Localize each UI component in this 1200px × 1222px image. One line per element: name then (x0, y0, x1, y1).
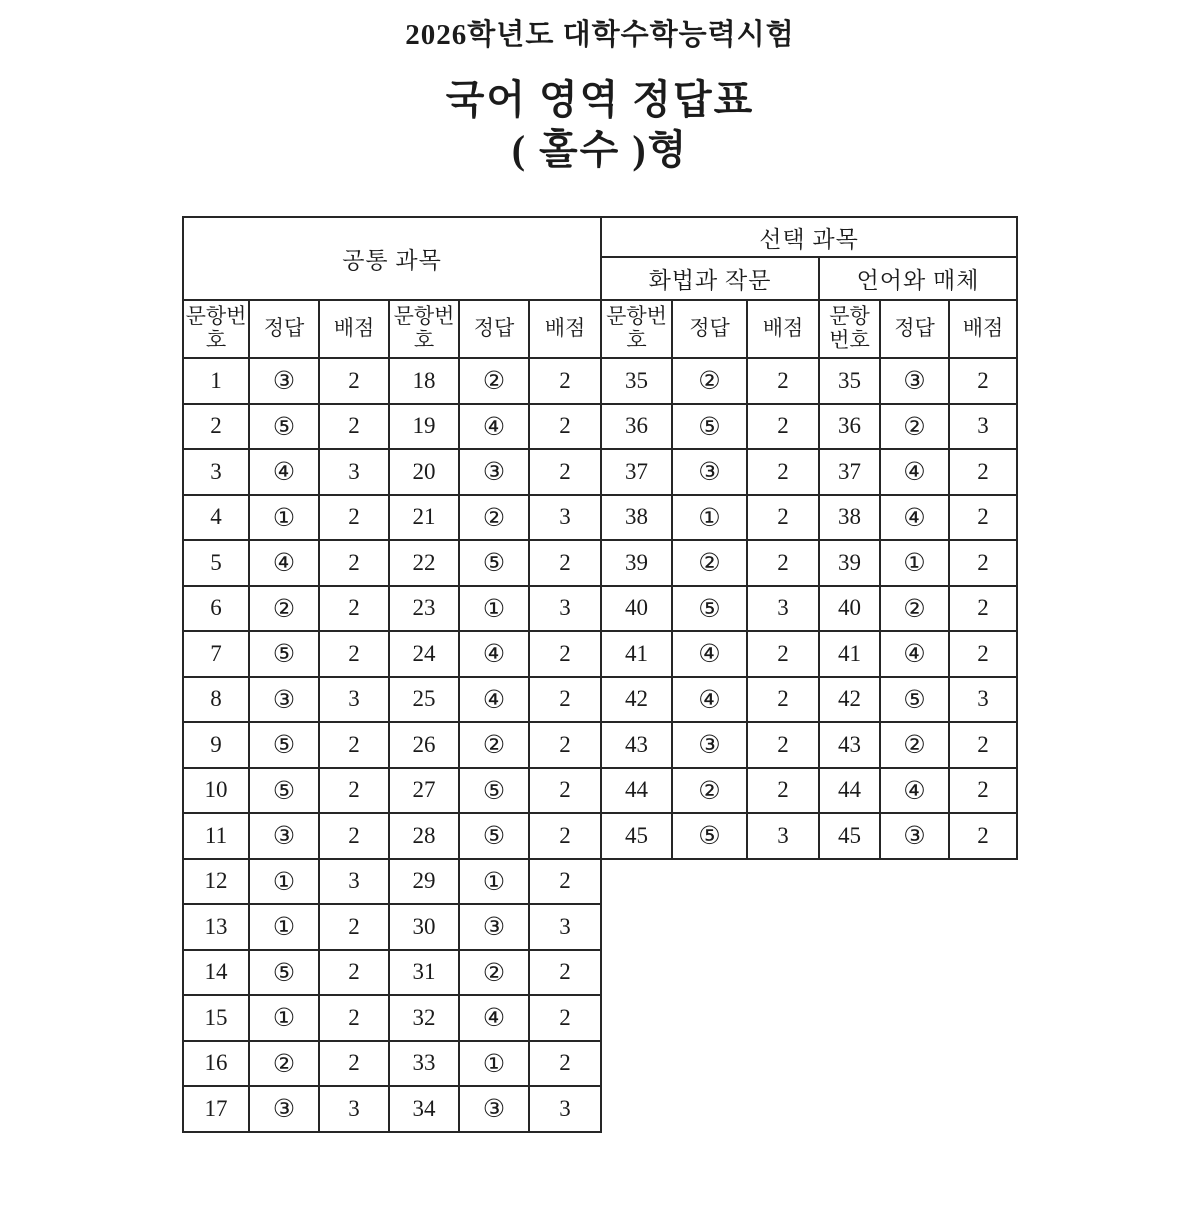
answer-table-row (183, 995, 1017, 1041)
points-cell: 2 (319, 1041, 389, 1087)
question-number-cell: 43 (601, 722, 672, 768)
subject-speech-writing-header: 화법과 작문 (601, 257, 819, 300)
points-cell: 2 (319, 586, 389, 632)
exam-title: 2026학년도 대학수학능력시험 (405, 19, 795, 51)
answer-cell: ⑤ (249, 631, 319, 677)
answer-cell: ⑤ (249, 722, 319, 768)
answer-cell: ① (880, 540, 949, 586)
question-number-cell: 13 (183, 904, 249, 950)
question-number-cell: 37 (819, 449, 880, 495)
question-number-cell: 36 (601, 404, 672, 450)
question-number-cell: 38 (601, 495, 672, 541)
points-cell: 2 (529, 358, 601, 404)
points-cell: 3 (319, 677, 389, 723)
question-number-cell: 5 (183, 540, 249, 586)
points-cell: 2 (319, 904, 389, 950)
points-cell: 2 (747, 631, 819, 677)
question-number-cell: 11 (183, 813, 249, 859)
question-number-cell: 42 (819, 677, 880, 723)
question-number-cell: 35 (601, 358, 672, 404)
answer-cell: ③ (459, 449, 529, 495)
answer-cell: ④ (459, 677, 529, 723)
answer-header: 정답 (880, 300, 949, 358)
points-header: 배점 (949, 300, 1017, 358)
answer-header: 정답 (672, 300, 747, 358)
question-number-cell: 45 (601, 813, 672, 859)
answer-table-row (183, 722, 1017, 768)
question-number-cell: 6 (183, 586, 249, 632)
points-cell: 2 (529, 1041, 601, 1087)
answer-cell: ⑤ (672, 586, 747, 632)
answer-header: 정답 (249, 300, 319, 358)
answer-cell: ④ (880, 768, 949, 814)
answer-cell: ② (880, 404, 949, 450)
points-cell: 2 (529, 449, 601, 495)
answer-cell: ③ (249, 813, 319, 859)
question-number-cell: 10 (183, 768, 249, 814)
answer-cell: ⑤ (672, 813, 747, 859)
points-cell: 2 (319, 768, 389, 814)
answer-table-row (183, 449, 1017, 495)
answer-cell: ⑤ (880, 677, 949, 723)
points-cell: 2 (949, 722, 1017, 768)
question-number-cell: 34 (389, 1086, 459, 1132)
answer-cell: ③ (459, 904, 529, 950)
points-cell: 2 (747, 449, 819, 495)
answer-cell: ② (880, 722, 949, 768)
question-no-header: 문항번호 (819, 300, 880, 358)
elective-subjects-header: 선택 과목 (601, 217, 1017, 257)
answer-cell: ① (672, 495, 747, 541)
question-number-cell: 22 (389, 540, 459, 586)
answer-cell: ⑤ (672, 404, 747, 450)
points-cell: 2 (529, 859, 601, 905)
points-cell: 2 (319, 950, 389, 996)
answer-table (182, 216, 1018, 1133)
question-number-cell: 38 (819, 495, 880, 541)
answer-table-row (183, 358, 1017, 404)
points-cell: 2 (747, 677, 819, 723)
answer-cell: ① (249, 495, 319, 541)
points-cell: 2 (319, 540, 389, 586)
answer-cell: ② (459, 358, 529, 404)
answer-cell: ④ (459, 631, 529, 677)
answer-table-row (183, 813, 1017, 859)
points-header: 배점 (529, 300, 601, 358)
question-number-cell: 44 (819, 768, 880, 814)
answer-cell: ③ (249, 358, 319, 404)
answer-cell: ① (249, 904, 319, 950)
points-cell: 2 (529, 677, 601, 723)
question-number-cell: 42 (601, 677, 672, 723)
question-number-cell: 1 (183, 358, 249, 404)
answer-cell: ④ (672, 631, 747, 677)
points-cell: 2 (949, 449, 1017, 495)
section-title: 국어 영역 정답표 (445, 77, 755, 122)
points-cell: 3 (319, 1086, 389, 1132)
answer-table-row (183, 904, 1017, 950)
answer-cell: ⑤ (459, 540, 529, 586)
answer-table-row (183, 768, 1017, 814)
question-number-cell: 33 (389, 1041, 459, 1087)
question-number-cell: 31 (389, 950, 459, 996)
question-number-cell: 30 (389, 904, 459, 950)
question-number-cell: 27 (389, 768, 459, 814)
answer-cell: ② (672, 358, 747, 404)
answer-cell: ③ (672, 722, 747, 768)
points-cell: 3 (529, 495, 601, 541)
form-type-label: ( 홀수 )형 (511, 127, 689, 172)
answer-cell: ④ (249, 540, 319, 586)
points-cell: 2 (319, 995, 389, 1041)
points-cell: 2 (949, 358, 1017, 404)
points-cell: 2 (747, 495, 819, 541)
question-number-cell: 20 (389, 449, 459, 495)
question-number-cell: 44 (601, 768, 672, 814)
answer-cell: ⑤ (459, 813, 529, 859)
question-number-cell: 40 (601, 586, 672, 632)
answer-cell: ① (249, 859, 319, 905)
question-number-cell: 12 (183, 859, 249, 905)
points-cell: 3 (747, 813, 819, 859)
question-no-header: 문항번호 (601, 300, 672, 358)
points-cell: 2 (319, 722, 389, 768)
answer-cell: ③ (880, 813, 949, 859)
answer-cell: ① (459, 586, 529, 632)
points-cell: 3 (747, 586, 819, 632)
question-number-cell: 29 (389, 859, 459, 905)
points-cell: 2 (319, 631, 389, 677)
question-number-cell: 40 (819, 586, 880, 632)
answer-cell: ③ (459, 1086, 529, 1132)
answer-cell: ④ (880, 495, 949, 541)
question-number-cell: 26 (389, 722, 459, 768)
answer-cell: ② (249, 586, 319, 632)
points-cell: 2 (949, 813, 1017, 859)
answer-cell: ② (459, 722, 529, 768)
points-cell: 3 (529, 1086, 601, 1132)
points-cell: 3 (319, 449, 389, 495)
question-no-header: 문항번호 (183, 300, 249, 358)
answer-cell: ② (672, 768, 747, 814)
question-number-cell: 24 (389, 631, 459, 677)
points-cell: 3 (319, 859, 389, 905)
question-number-cell: 32 (389, 995, 459, 1041)
question-number-cell: 3 (183, 449, 249, 495)
question-number-cell: 45 (819, 813, 880, 859)
answer-table-row (183, 677, 1017, 723)
points-cell: 2 (319, 404, 389, 450)
answer-cell: ④ (880, 449, 949, 495)
question-number-cell: 16 (183, 1041, 249, 1087)
answer-cell: ① (249, 995, 319, 1041)
answer-cell: ④ (880, 631, 949, 677)
points-cell: 3 (949, 404, 1017, 450)
points-cell: 2 (319, 813, 389, 859)
answer-cell: ④ (249, 449, 319, 495)
answer-cell: ⑤ (249, 950, 319, 996)
subject-language-media-header: 언어와 매체 (819, 257, 1017, 300)
question-number-cell: 28 (389, 813, 459, 859)
answer-cell: ④ (459, 404, 529, 450)
points-cell: 2 (949, 495, 1017, 541)
points-cell: 2 (949, 586, 1017, 632)
question-number-cell: 21 (389, 495, 459, 541)
points-cell: 2 (949, 768, 1017, 814)
answer-cell: ⑤ (249, 768, 319, 814)
points-cell: 2 (529, 540, 601, 586)
question-number-cell: 19 (389, 404, 459, 450)
answer-header: 정답 (459, 300, 529, 358)
answer-table-row (183, 631, 1017, 677)
question-number-cell: 4 (183, 495, 249, 541)
answer-table-row (183, 540, 1017, 586)
question-number-cell: 41 (819, 631, 880, 677)
points-cell: 2 (747, 404, 819, 450)
question-number-cell: 9 (183, 722, 249, 768)
points-cell: 2 (529, 768, 601, 814)
answer-cell: ② (249, 1041, 319, 1087)
answer-cell: ② (459, 950, 529, 996)
answer-cell: ② (672, 540, 747, 586)
question-number-cell: 36 (819, 404, 880, 450)
title-block (0, 0, 1200, 173)
answer-cell: ③ (880, 358, 949, 404)
question-number-cell: 35 (819, 358, 880, 404)
points-cell: 2 (529, 950, 601, 996)
question-number-cell: 2 (183, 404, 249, 450)
common-subjects-header: 공통 과목 (183, 217, 601, 300)
points-cell: 3 (949, 677, 1017, 723)
answer-cell: ① (459, 859, 529, 905)
answer-cell: ④ (672, 677, 747, 723)
answer-table-row (183, 950, 1017, 996)
question-number-cell: 7 (183, 631, 249, 677)
points-cell: 2 (529, 995, 601, 1041)
points-cell: 2 (529, 404, 601, 450)
question-no-header: 문항번호 (389, 300, 459, 358)
question-number-cell: 14 (183, 950, 249, 996)
answer-cell: ③ (672, 449, 747, 495)
answer-table-row (183, 1041, 1017, 1087)
points-cell: 2 (747, 540, 819, 586)
points-cell: 2 (319, 358, 389, 404)
question-number-cell: 37 (601, 449, 672, 495)
question-number-cell: 39 (601, 540, 672, 586)
points-cell: 2 (747, 722, 819, 768)
answer-table-row (183, 586, 1017, 632)
answer-cell: ② (880, 586, 949, 632)
points-header: 배점 (319, 300, 389, 358)
answer-table-row (183, 1086, 1017, 1132)
question-number-cell: 15 (183, 995, 249, 1041)
answer-table-body (183, 358, 1017, 1132)
question-number-cell: 18 (389, 358, 459, 404)
question-number-cell: 25 (389, 677, 459, 723)
points-cell: 2 (529, 722, 601, 768)
points-cell: 3 (529, 904, 601, 950)
points-cell: 2 (319, 495, 389, 541)
answer-cell: ③ (249, 677, 319, 723)
question-number-cell: 8 (183, 677, 249, 723)
answer-table-row (183, 495, 1017, 541)
answer-cell: ⑤ (459, 768, 529, 814)
question-number-cell: 41 (601, 631, 672, 677)
question-number-cell: 39 (819, 540, 880, 586)
answer-table-row (183, 859, 1017, 905)
points-cell: 2 (529, 631, 601, 677)
points-cell: 3 (529, 586, 601, 632)
answer-cell: ③ (249, 1086, 319, 1132)
points-cell: 2 (949, 540, 1017, 586)
points-cell: 2 (949, 631, 1017, 677)
answer-table-row (183, 404, 1017, 450)
points-cell: 2 (529, 813, 601, 859)
question-number-cell: 43 (819, 722, 880, 768)
answer-cell: ⑤ (249, 404, 319, 450)
question-number-cell: 23 (389, 586, 459, 632)
question-number-cell: 17 (183, 1086, 249, 1132)
answer-cell: ② (459, 495, 529, 541)
answer-cell: ④ (459, 995, 529, 1041)
points-cell: 2 (747, 768, 819, 814)
points-header: 배점 (747, 300, 819, 358)
points-cell: 2 (747, 358, 819, 404)
answer-cell: ① (459, 1041, 529, 1087)
